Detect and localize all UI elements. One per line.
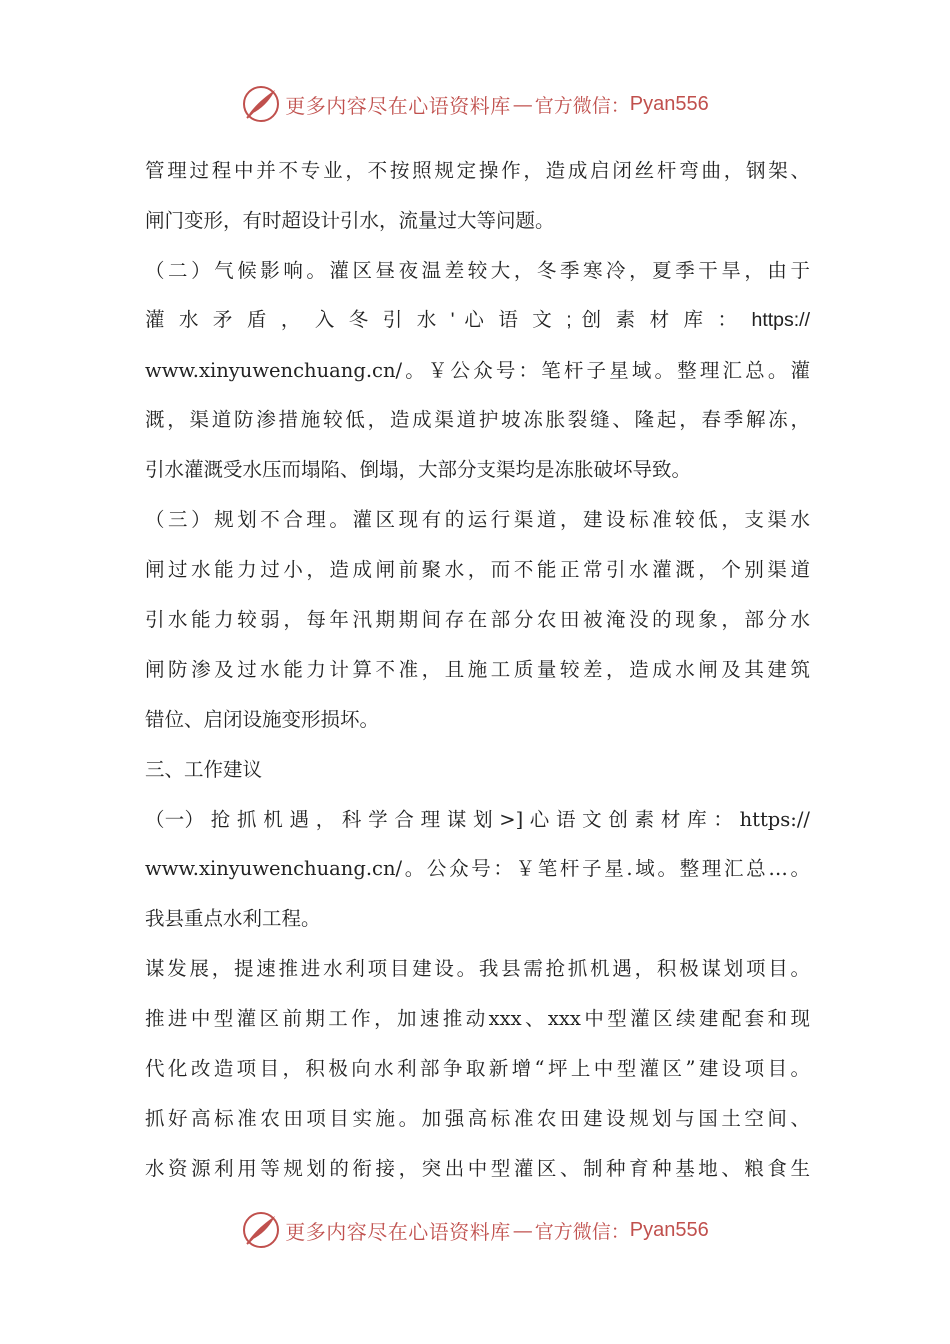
text-line: www.xinyuwenchuang.cn/。￥公众号：笔杆子星域。整理汇总。灌 [145,358,810,382]
watermark-slogan: 更多内容尽在心语资料库 [285,93,511,118]
text-line: 我县重点水利工程。 [145,907,321,931]
watermark-wechat-label: 官方微信： [534,1220,630,1243]
text-line: 管理过程中并不专业，不按照规定操作，造成启闭丝杆弯曲，钢架、 [145,159,810,182]
text-line: （三）规划不合理。灌区现有的运行渠道，建设标准较低，支渠水 [145,508,810,532]
text-line: （一） 抢 抓 机 遇 ， 科 学 合 理 谋 划 >] 心 语 文 创 素 材 库 ： https:// [145,807,810,831]
text-line: （二）气候影响。灌区昼夜温差较大，冬季寒冷，夏季干旱，由于 [145,258,810,282]
watermark-slogan: 更多内容尽在心语资料库 [285,1219,511,1244]
watermark-wechat-label: 官方微信： [534,94,630,117]
text-line: 水资源利用等规划的衔接，突出中型灌区、制种育种基地、粮食生 [145,1156,810,1180]
document-body [145,146,810,1194]
quill-pen-logo-icon [241,1210,281,1250]
text-line: 引水灌溉受水压而塌陷、倒塌，大部分支渠均是冻胀破坏导致。 [145,458,692,482]
text-line: 溉，渠道防渗措施较低，造成渠道护坡冻胀裂缝、隆起，春季解冻， [145,408,810,432]
text-line: 错位、启闭设施变形损坏。 [145,707,380,731]
quill-pen-logo-icon [241,84,281,124]
watermark-separator: — [512,92,533,116]
footer-watermark-banner [0,1208,950,1252]
text-line: 谋发展，提速推进水利项目建设。我县需抢抓机遇，积极谋划项目。 [145,957,810,981]
text-line: 引水能力较弱，每年汛期期间存在部分农田被淹没的现象，部分水 [145,608,810,632]
watermark-separator: — [512,1218,533,1242]
text-line: 闸门变形，有时超设计引水，流量过大等问题。 [145,208,555,232]
watermark-wechat-id: Pyan556 [629,1218,709,1241]
section-heading: 三、工作建议 [145,757,263,781]
watermark-wechat-id: Pyan556 [629,92,709,115]
text-line: 代化改造项目，积极向水利部争取新增“坪上中型灌区”建设项目。 [145,1057,810,1081]
text-line: 闸防渗及过水能力计算不准，且施工质量较差，造成水闸及其建筑 [145,657,810,681]
text-line: 灌 水 矛 盾 ， 入 冬 引 水 ' 心 语 文 ; 创 素 材 库 ： https:// [145,308,810,331]
text-line: www.xinyuwenchuang.cn/。公众号：￥笔杆子星.域。整理汇总…。 [145,857,810,881]
text-line: 推进中型灌区前期工作，加速推动xxx、xxx中型灌区续建配套和现 [145,1007,810,1031]
text-line: 闸过水能力过小，造成闸前聚水，而不能正常引水灌溉，个别渠道 [145,558,810,582]
header-watermark-banner [0,82,950,126]
text-line: 抓好高标准农田项目实施。加强高标准农田建设规划与国土空间、 [145,1106,810,1130]
